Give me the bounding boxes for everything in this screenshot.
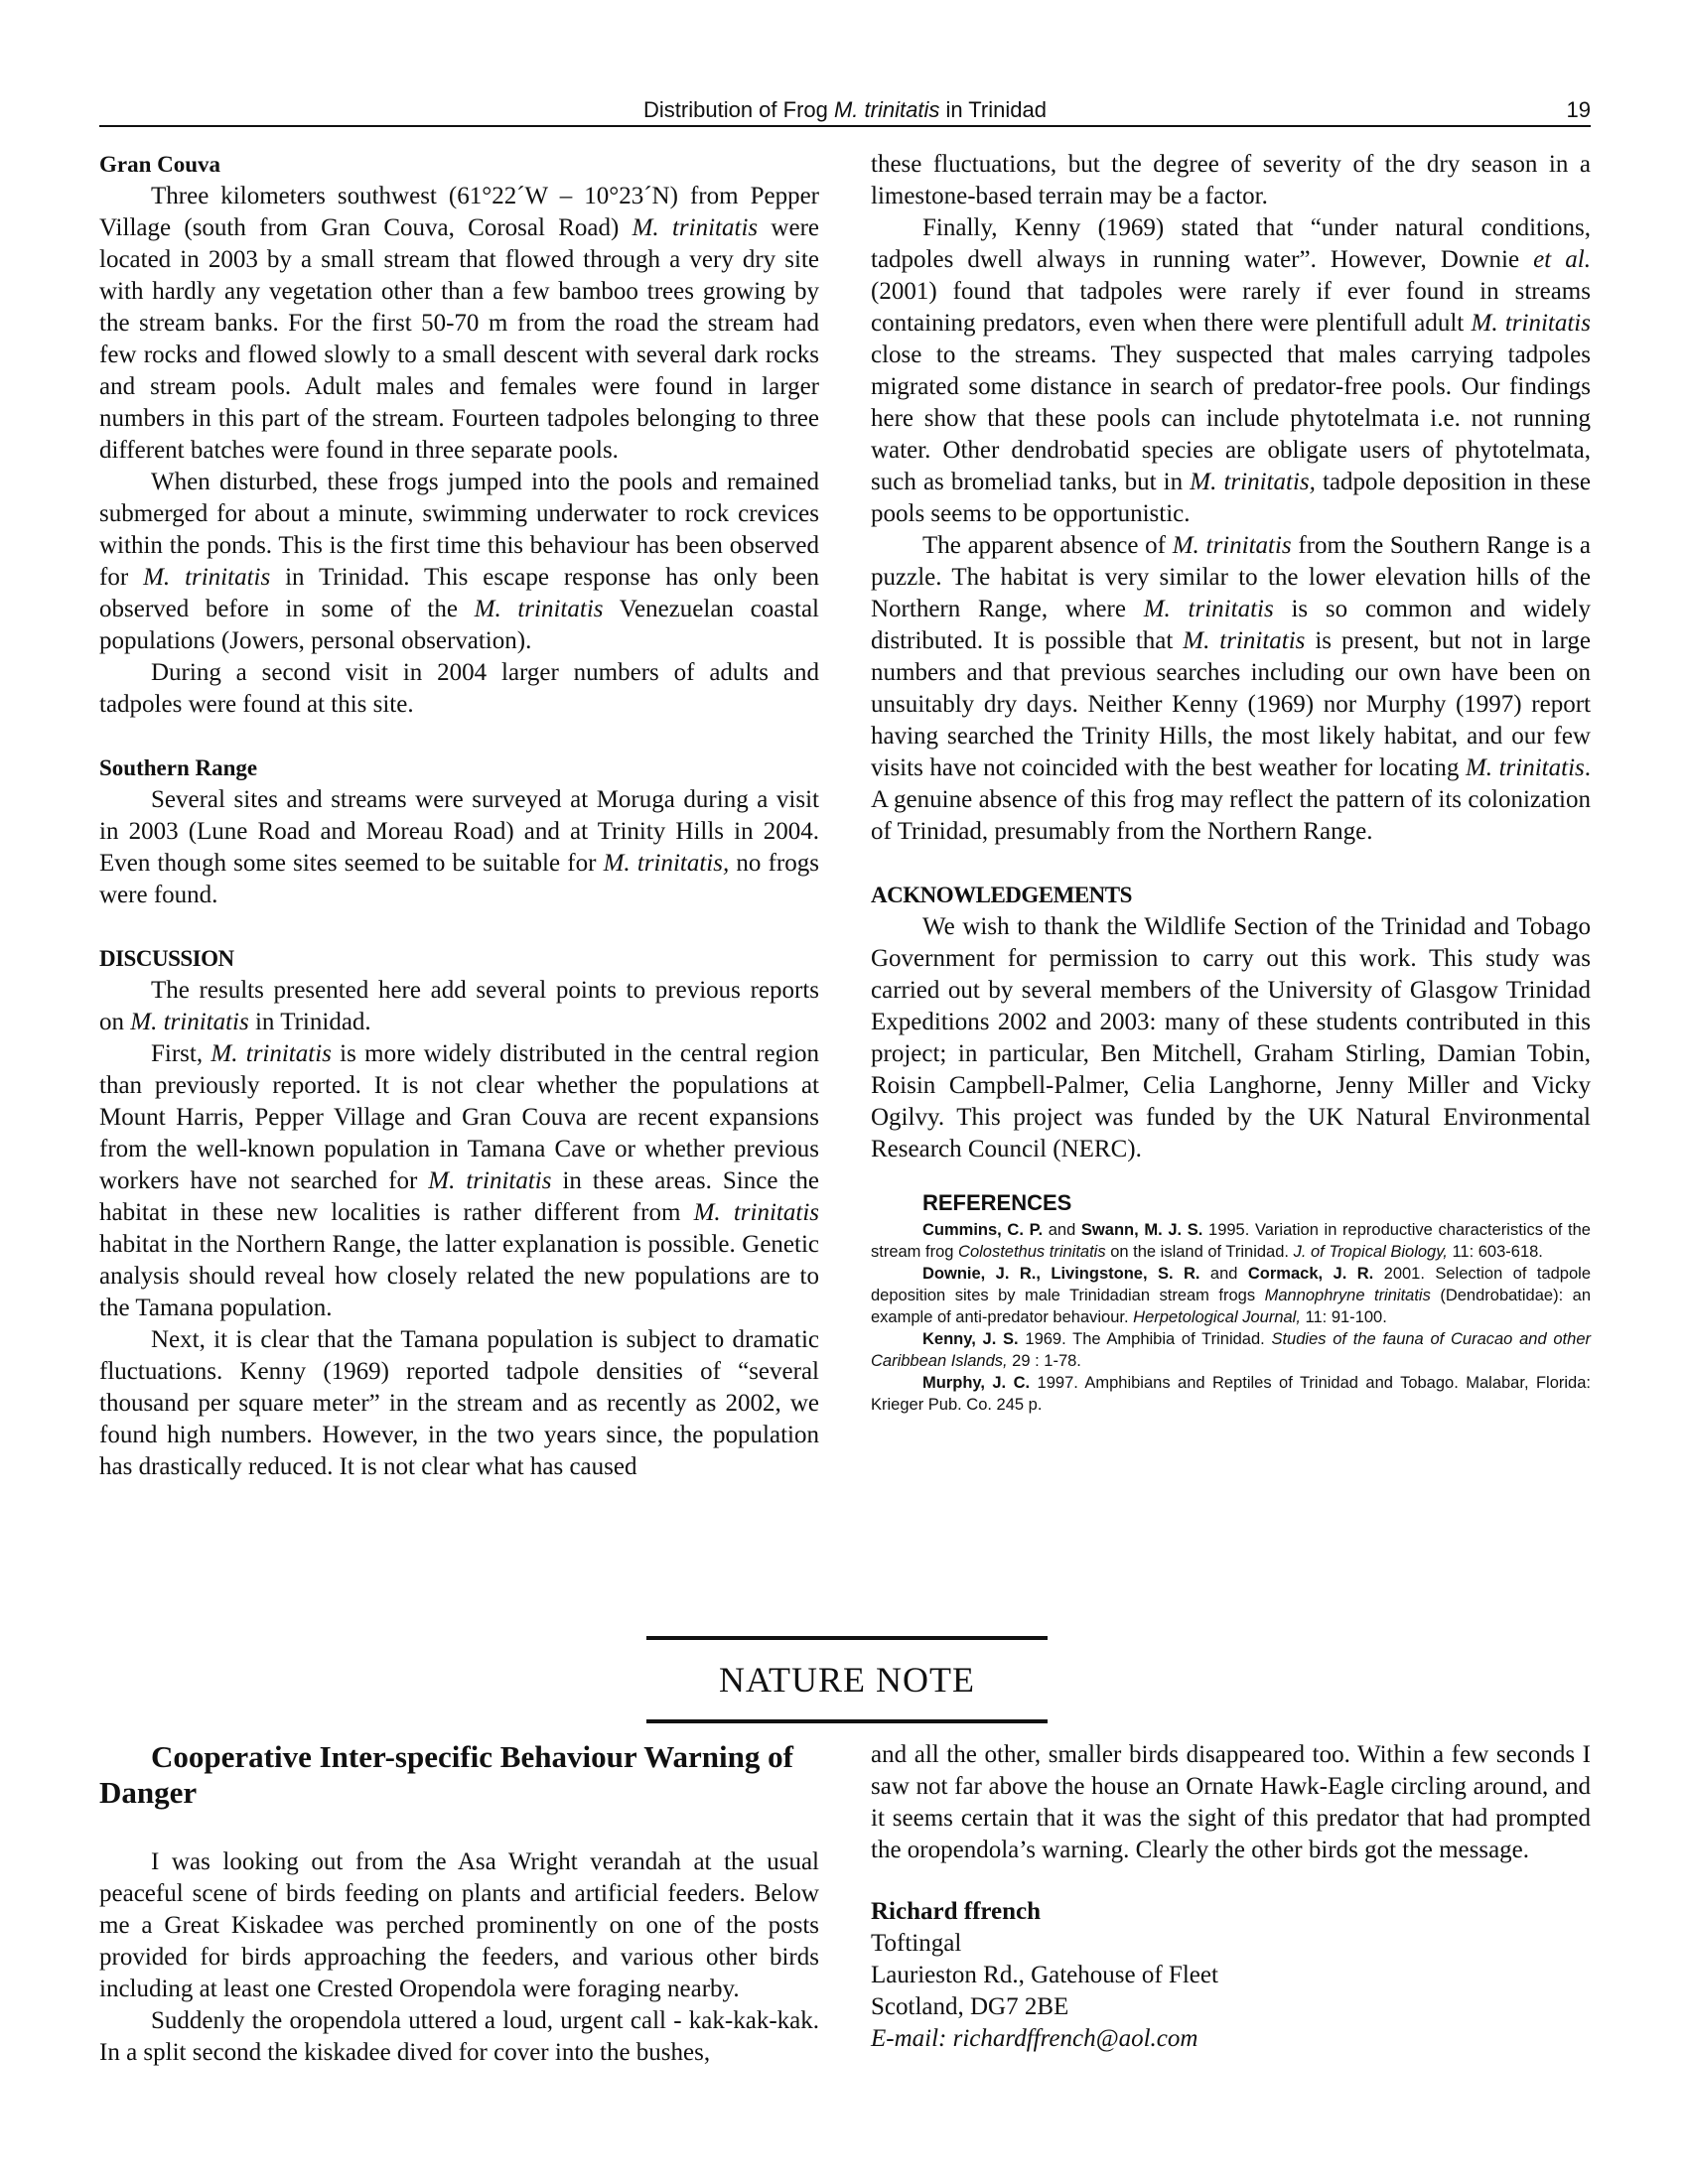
reference-item: Kenny, J. S. 1969. The Amphibia of Trinidad. Studies of the fauna of Curacao and other Caribbean Islands, 29 : 1-78. [871,1330,1591,1370]
acknowledgements-heading: ACKNOWLEDGEMENTS [871,883,1132,907]
paragraph: these fluctuations, but the degree of severity of the dry season in a limestone-based terrain may be a factor. [871,151,1591,209]
author-signature [871,1896,1591,2055]
discussion-heading: DISCUSSION [99,946,234,971]
paragraph: When disturbed, these frogs jumped into the pools and remained submerged for about a minute, swimming underwater to rock crevices within the ponds. This is the first time this behaviour has been observed for M. trinitatis in Trinidad. This escape response has only been observed before in some of the M. trinitatis Venezuelan coastal populations (Jowers, personal observation). [99,469,819,654]
reference-item: Murphy, J. C. 1997. Amphibians and Reptiles of Trinidad and Tobago. Malabar, Florida: Krieger Pub. Co. 245 p. [871,1374,1591,1414]
address-line: Toftingal [871,1930,962,1957]
paragraph: The apparent absence of M. trinitatis from the Southern Range is a puzzle. The habitat is very similar to the lower elevation hills of the Northern Range, where M. trinitatis is so common and widely distributed. It is possible that M. trinitatis is present, but not in large numbers and that previous searches including our own have been on unsuitably dry days. Neither Kenny (1969) nor Murphy (1997) report having searched the Trinity Hills, the most likely habitat, and our few visits have not coincided with the best weather for locating M. trinitatis. A genuine absence of this frog may reflect the pattern of its colonization of Trinidad, presumably from the Northern Range. [871,532,1592,845]
email-link[interactable]: E-mail: richardffrench@aol.com [871,2025,1198,2052]
address-line: Scotland, DG7 2BE [871,1993,1069,2020]
paragraph: I was looking out from the Asa Wright verandah at the usual peaceful scene of birds feeding on plants and artificial feeders. Below me a Great Kiskadee was perched prominently on one of the posts provided for birds approaching the feeders, and various other birds including at least one Crested Oropendola were foraging nearby. [99,1848,819,2002]
paragraph: The results presented here add several points to previous reports on M. trinitatis in Trinidad. [99,977,819,1035]
reference-item: Cummins, C. P. and Swann, M. J. S. 1995. Variation in reproductive characteristics of the stream frog Colostethus trinitatis on the island of Trinidad. J. of Tropical Biology, 11: 603-618. [871,1221,1591,1261]
running-header [99,95,1591,127]
nature-note-left-column [99,1739,819,2069]
paragraph: and all the other, smaller birds disappeared too. Within a few seconds I saw not far above the house an Ornate Hawk-Eagle circling around, and it seems certain that it was the sight of this predator that had prompted the oropendola’s warning. Clearly the other birds got the message. [871,1741,1591,1863]
nature-note-title: Cooperative Inter-specific Behaviour Warning of Danger [99,1739,793,1810]
reference-item: Downie, J. R., Livingstone, S. R. and Cormack, J. R. 2001. Selection of tadpole deposition sites by male Trinidadian stream frogs Mannophryne trinitatis (Dendrobatidae): an example of anti-predator behaviour. Herpetological Journal, 11: 91-100. [871,1265,1591,1326]
paragraph: We wish to thank the Wildlife Section of the Trinidad and Tobago Government for permission to carry out this work. This study was carried out by several members of the University of Glasgow Trinidad Expeditions 2002 and 2003: many of these students contributed in this project; in particular, Ben Mitchell, Graham Stirling, Damian Tobin, Roisin Campbell-Palmer, Celia Langhorne, Jenny Miller and Vicky Ogilvy. This project was funded by the UK Natural Environmental Research Council (NERC). [871,913,1591,1162]
references-heading: REFERENCES [922,1190,1072,1215]
right-column [871,149,1591,1416]
paragraph: Several sites and streams were surveyed at Moruga during a visit in 2003 (Lune Road and Moreau Road) and at Trinity Hills in 2004. Even though some sites seemed to be suitable for M. trinitatis, no frogs were found. [99,786,819,908]
running-title: Distribution of Frog M. trinitatis in Trinidad [643,97,1047,122]
paragraph: First, M. trinitatis is more widely distributed in the central region than previously reported. It is not clear whether the populations at Mount Harris, Pepper Village and Gran Couva are recent expansions from the well-known population in Tamana Cave or whether previous workers have not searched for M. trinitatis in these areas. Since the habitat in these new localities is rather different from M. trinitatis habitat in the Northern Range, the latter explanation is possible. Genetic analysis should reveal how closely related the new populations are to the Tamana population. [99,1040,819,1321]
paragraph: During a second visit in 2004 larger numbers of adults and tadpoles were found at this site. [99,659,819,718]
paragraph: Three kilometers southwest (61°22´W – 10°23´N) from Pepper Village (south from Gran Couva, Corosal Road) M. trinitatis were located in 2003 by a small stream that flowed through a very dry site with hardly any vegetation other than a few bamboo trees growing by the stream banks. For the first 50-70 m from the road the stream had few rocks and flowed slowly to a small descent with several dark rocks and stream pools. Adult males and females were found in larger numbers in this part of the stream. Fourteen tadpoles belonging to three different batches were found in three separate pools. [99,183,819,464]
paragraph: Suddenly the oropendola uttered a loud, urgent call - kak-kak-kak. In a split second the kiskadee dived for cover into the bushes, [99,2007,819,2066]
address-line: Laurieston Rd., Gatehouse of Fleet [871,1962,1218,1988]
paragraph: Finally, Kenny (1969) stated that “under natural conditions, tadpoles dwell always in running water”. However, Downie et al. (2001) found that tadpoles were rarely if ever found in streams containing predators, even when there were plentifull adult M. trinitatis close to the streams. They suspected that males carrying tadpoles migrated some distance in search of predator-free pools. Our findings here show that these pools can include phytotelmata i.e. not running water. Other dendrobatid species are obligate users of phytotelmata, such as bromeliad tanks, but in M. trinitatis, tadpole deposition in these pools seems to be opportunistic. [871,214,1591,527]
nature-note-right-column [871,1739,1591,2055]
page-number: 19 [1566,97,1591,122]
southern-range-heading: Southern Range [99,755,258,780]
paragraph: Next, it is clear that the Tamana population is subject to dramatic fluctuations. Kenny (1969) reported tadpole densities of “several thousand per square meter” in the stream and as recently as 2002, we found high numbers. However, in the two years since, the population has drastically reduced. It is not clear what has caused [99,1326,819,1480]
nature-note-banner: NATURE NOTE [646,1636,1048,1723]
left-column [99,149,819,1483]
gran-couva-heading: Gran Couva [99,152,221,177]
author-name: Richard ffrench [871,1898,1042,1925]
